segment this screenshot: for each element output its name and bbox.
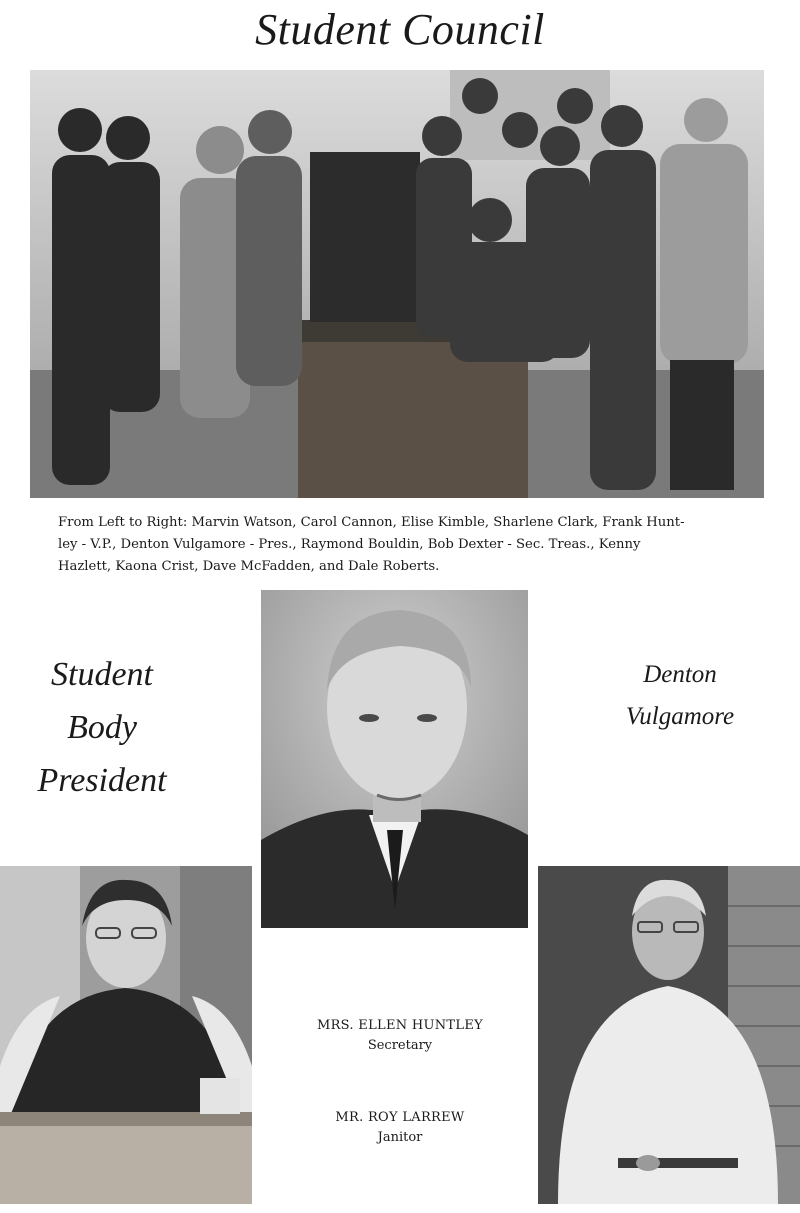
label-line: Denton: [643, 661, 717, 688]
caption-line: ley - V.P., Denton Vulgamore - Pres., Raymond Bouldin, Bob Dexter - Sec. Treas., Kenny: [58, 537, 641, 552]
caption-line: From Left to Right: Marvin Watson, Carol Cannon, Elise Kimble, Sharlene Clark, Frank Hunt-: [58, 515, 685, 530]
label-line: President: [37, 762, 167, 799]
staff-name: MRS. ELLEN HUNTLEY: [316, 1018, 483, 1033]
label-line: Student: [51, 656, 153, 693]
label-line: Vulgamore: [625, 703, 735, 730]
caption-line: Hazlett, Kaona Crist, Dave McFadden, and Dale Roberts.: [58, 559, 440, 574]
secretary-credit: [262, 1016, 538, 1056]
staff-role: Janitor: [377, 1130, 423, 1145]
label-line: Body: [67, 709, 137, 746]
president-name-label: [600, 654, 760, 738]
janitor-photo: [538, 866, 800, 1204]
group-photo: [30, 70, 764, 498]
secretary-photo: [0, 866, 252, 1204]
staff-name: MR. ROY LARREW: [335, 1110, 465, 1125]
page-title: Student Council: [255, 5, 545, 54]
group-caption: [58, 512, 748, 578]
student-body-president-label: [22, 648, 182, 807]
staff-role: Secretary: [367, 1038, 433, 1053]
portrait-photo: [261, 590, 528, 928]
janitor-credit: [262, 1108, 538, 1148]
